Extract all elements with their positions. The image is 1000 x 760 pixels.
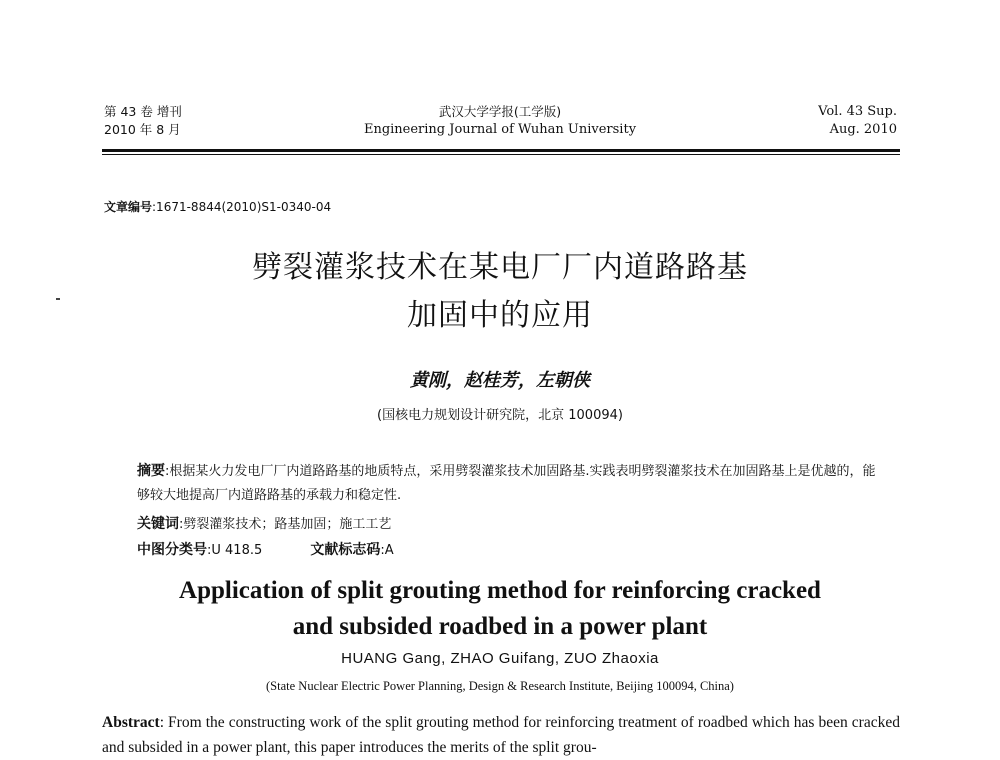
title-en-line1: Application of split grouting method for reinforcing cracked [179,577,821,604]
doc-code-value: :A [380,543,394,558]
title-cn-line1: 劈裂灌浆技术在某电厂厂内道路路基 [252,250,748,285]
title-en-line2: and subsided roadbed in a power plant [292,613,708,640]
affiliation-en: (State Nuclear Electric Power Planning, Design & Research Institute, Beijing 100094, China) [266,679,734,693]
title-en [0,573,1000,645]
doc-code-label: 文献标志码 [310,542,381,558]
affiliation-cn: (国核电力规划设计研究院，北京 100094) [377,408,623,423]
abstract-en [102,710,900,760]
clc-value: :U 418.5 [207,543,263,558]
journal-name-cn: 武汉大学学报(工学版) [438,104,562,119]
classification [137,539,394,559]
issue-date-cn: 2010 年 8 月 [104,122,181,137]
article-number-value: :1671-8844(2010)S1-0340-04 [152,200,332,214]
issue-date-en: Aug. 2010 [829,122,897,137]
article-number [104,198,331,215]
abstract-cn [137,459,877,508]
keywords-text: :劈裂灌浆技术；路基加固；施工工艺 [179,517,392,532]
keywords-label: 关键词 [137,516,179,532]
title-cn-line2: 加固中的应用 [407,298,593,333]
journal-volume-en [818,103,897,139]
article-number-label: 文章编号 [104,200,153,214]
authors-en: HUANG Gang, ZHAO Guifang, ZUO Zhaoxia [341,650,659,667]
header-rule-thick [102,149,900,152]
abstract-en-text: : From the constructing work of the split grouting method for reinforcing treatment of roadbed which has been cracked and subsided in a power plant, this paper introduces the merits of the split grou- [102,714,900,756]
volume-issue: 第 43 卷 增刊 [104,104,182,119]
header-rule-thin [102,154,900,155]
authors-cn: 黄刚，赵桂芳，左朝侠 [410,370,590,391]
keywords [137,513,391,533]
volume-en: Vol. 43 Sup. [818,104,897,119]
abstract-cn-label: 摘要 [137,463,165,479]
journal-name-en: Engineering Journal of Wuhan University [363,122,637,137]
abstract-en-label: Abstract [102,714,160,731]
clc-label: 中图分类号 [137,542,207,558]
title-cn [0,244,1000,340]
abstract-cn-text: :根据某火力发电厂厂内道路路基的地质特点，采用劈裂灌浆技术加固路基.实践表明劈裂灌浆技术在加固路基上是优越的，能够较大地提高厂内道路路基的承载力和稳定性. [137,464,876,503]
